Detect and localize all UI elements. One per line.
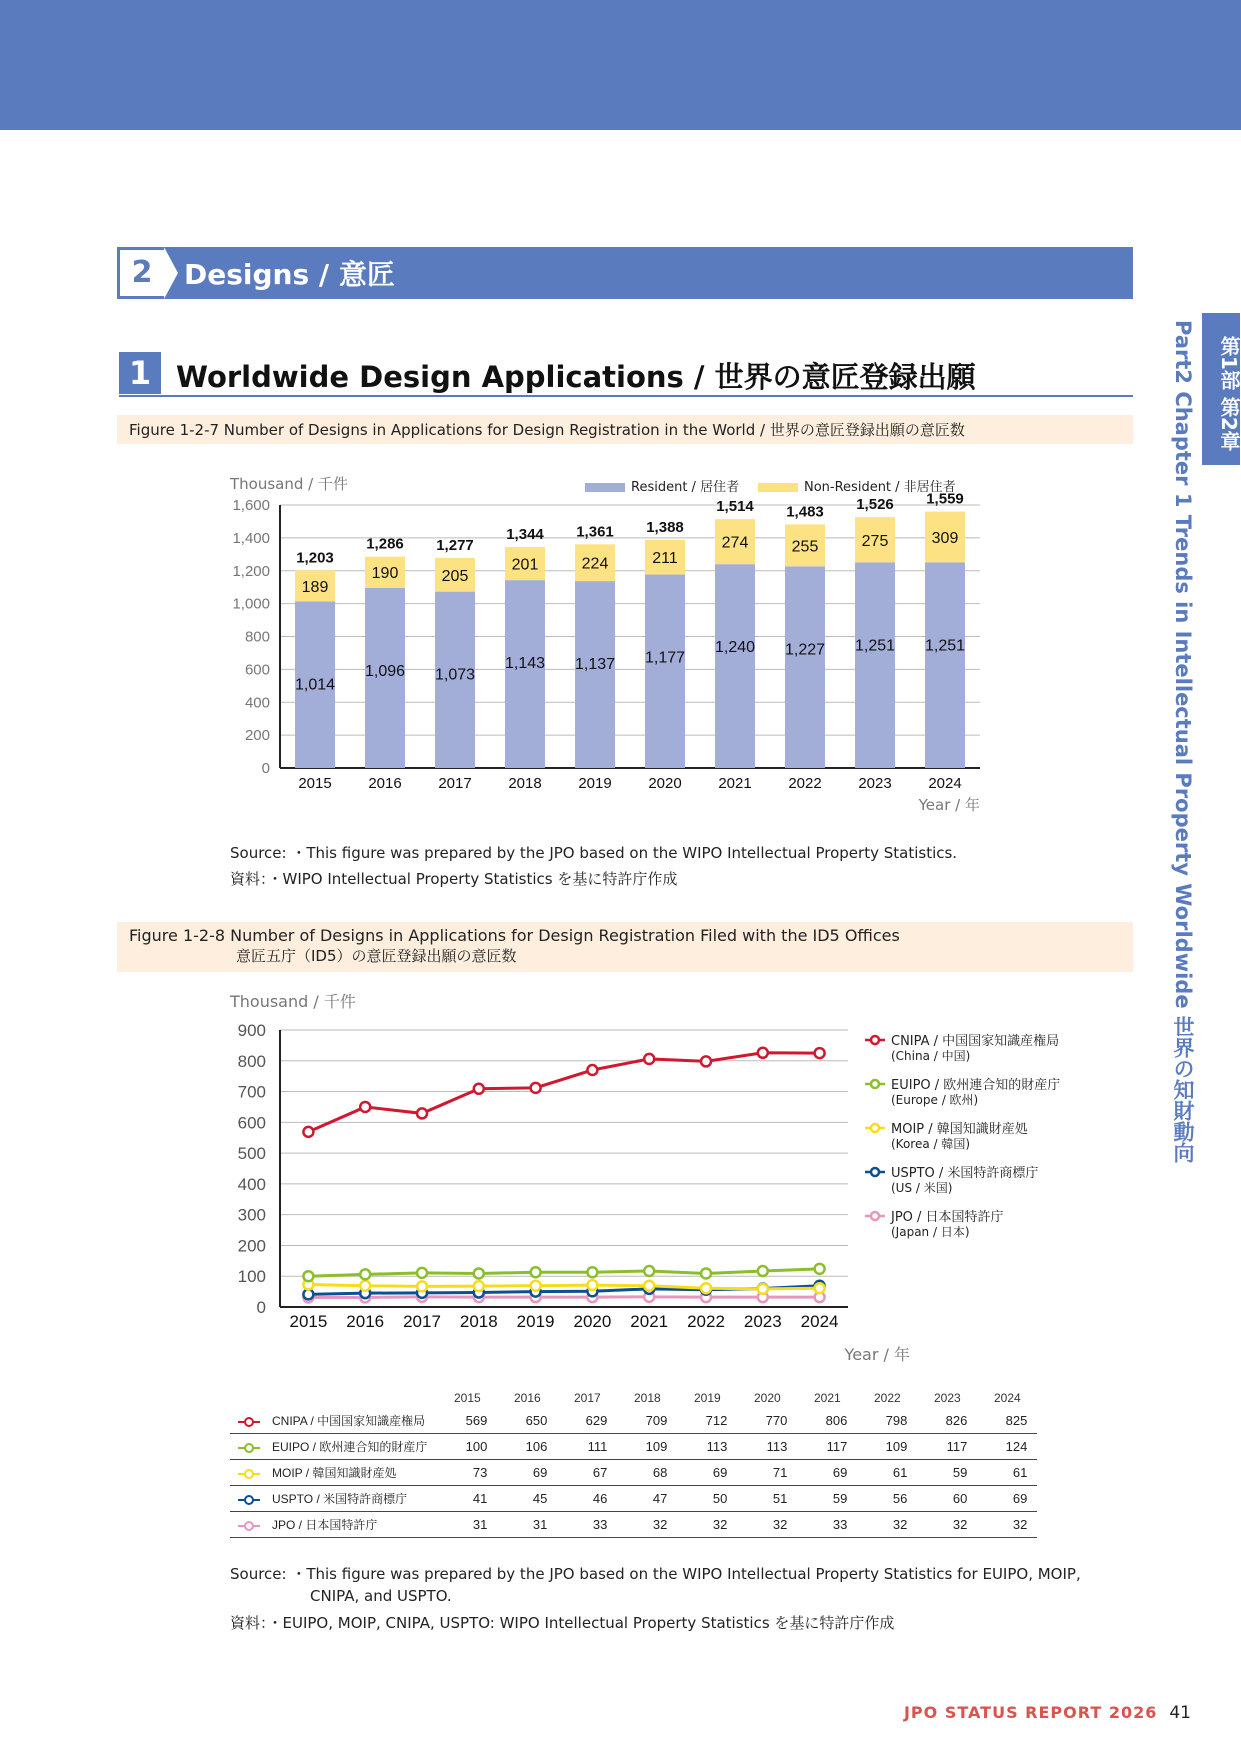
table-cell: 650 bbox=[497, 1408, 557, 1434]
table-cell: 712 bbox=[677, 1408, 737, 1434]
chart1-bar-resident bbox=[855, 562, 895, 768]
chart1-xtick-label: 2016 bbox=[368, 775, 402, 792]
figure1-caption: Figure 1-2-7 Number of Designs in Applications for Design Registration in the World / 世界の意匠登録出願の意匠数 bbox=[117, 415, 1133, 444]
chart2-legend-name: CNIPA / 中国国家知識産権局 bbox=[891, 1034, 1060, 1049]
chart2-legend-sub: (Korea / 韓国) bbox=[891, 1137, 971, 1151]
chart2-point-series-2 bbox=[701, 1283, 711, 1293]
chart1-xtick-label: 2021 bbox=[718, 775, 752, 792]
chart2-point-series-0 bbox=[701, 1056, 711, 1066]
chart2-point-series-2 bbox=[815, 1283, 825, 1293]
chart1-label-resident: 1,251 bbox=[924, 637, 966, 655]
chart1-ytick-label: 400 bbox=[244, 694, 270, 712]
table-row bbox=[230, 1460, 1037, 1486]
chart1-label-resident: 1,143 bbox=[504, 655, 546, 673]
table-cell: 59 bbox=[797, 1486, 857, 1512]
chart1-label-resident: 1,073 bbox=[434, 666, 476, 684]
figure2-source-jp: 資料：・EUIPO, MOIP, CNIPA, USPTO: WIPO Intellectual Property Statistics を基に特許庁作成 bbox=[230, 1614, 895, 1632]
id5-data-table bbox=[230, 1388, 1037, 1538]
table-cell: 41 bbox=[437, 1486, 497, 1512]
chart2-legend-sub: (Europe / 欧州) bbox=[891, 1093, 979, 1107]
chart1-ytick-label: 1,400 bbox=[232, 529, 270, 547]
chart1-bar-resident bbox=[785, 566, 825, 768]
chart2-point-series-1 bbox=[531, 1267, 541, 1277]
chart1-label-resident: 1,227 bbox=[784, 641, 826, 659]
table-cell: 32 bbox=[977, 1512, 1037, 1538]
table-row bbox=[230, 1512, 1037, 1538]
chart1-label-nonresident: 224 bbox=[581, 555, 609, 573]
chart2-line-series-1 bbox=[308, 1269, 819, 1276]
chart2-point-series-1 bbox=[303, 1271, 313, 1281]
chart1-label-nonresident: 211 bbox=[652, 550, 678, 568]
chart-design-applications-world bbox=[220, 470, 1010, 820]
figure1-source-jp: 資料：・WIPO Intellectual Property Statistics を基に特許庁作成 bbox=[230, 870, 678, 888]
chart2-point-series-2 bbox=[417, 1281, 427, 1291]
chart2-ytick-label: 400 bbox=[237, 1174, 266, 1194]
chart2-ylabel: Thousand / 千件 bbox=[230, 992, 356, 1011]
chart2-xtick-label: 2017 bbox=[403, 1312, 441, 1331]
chart1-label-total: 1,361 bbox=[576, 523, 614, 541]
table-cell: 45 bbox=[497, 1486, 557, 1512]
table-row-label bbox=[230, 1512, 437, 1538]
chart1-xtick-label: 2020 bbox=[648, 775, 682, 792]
chart2-point-series-1 bbox=[587, 1267, 597, 1277]
chart2-legend-name: JPO / 日本国特許庁 bbox=[891, 1210, 1004, 1225]
table-row-label bbox=[230, 1460, 437, 1486]
chart2-ytick-label: 600 bbox=[237, 1113, 266, 1133]
table-cell: 33 bbox=[797, 1512, 857, 1538]
chart2-point-series-3 bbox=[303, 1289, 313, 1299]
chart2-point-series-1 bbox=[701, 1268, 711, 1278]
table-header-year: 2018 bbox=[634, 1391, 661, 1405]
table-cell: 68 bbox=[617, 1460, 677, 1486]
chart2-ytick-label: 700 bbox=[237, 1082, 266, 1102]
table-cell: 798 bbox=[857, 1408, 917, 1434]
chart2-xtick-label: 2016 bbox=[346, 1312, 385, 1331]
chart1-label-nonresident: 190 bbox=[371, 565, 399, 583]
chart2-point-series-2 bbox=[644, 1281, 654, 1291]
table-row bbox=[230, 1434, 1037, 1460]
chart2-xtick-label: 2023 bbox=[743, 1312, 782, 1331]
table-cell: 32 bbox=[677, 1512, 737, 1538]
chart2-point-series-1 bbox=[417, 1268, 427, 1278]
chart1-label-total: 1,483 bbox=[786, 503, 824, 521]
table-cell: 61 bbox=[857, 1460, 917, 1486]
chart2-ytick-label: 800 bbox=[237, 1051, 266, 1071]
chart1-xtick-label: 2018 bbox=[508, 775, 542, 792]
chart1-label-total: 1,286 bbox=[366, 535, 404, 553]
table-row-label bbox=[230, 1408, 437, 1434]
table-row bbox=[230, 1486, 1037, 1512]
subsection-title: Worldwide Design Applications / 世界の意匠登録出願 bbox=[176, 360, 976, 394]
table-series-name: USPTO / 米国特許商標庁 bbox=[272, 1492, 408, 1506]
table-cell: 806 bbox=[797, 1408, 857, 1434]
chart1-ylabel: Thousand / 千件 bbox=[230, 475, 348, 493]
figure1-source-en: Source: ・This figure was prepared by the JPO based on the WIPO Intellectual Property Statistics. bbox=[230, 844, 958, 862]
table-cell: 69 bbox=[977, 1486, 1037, 1512]
chart2-point-series-2 bbox=[758, 1284, 768, 1294]
top-banner bbox=[0, 0, 1241, 130]
chart2-xtick-label: 2021 bbox=[630, 1312, 669, 1331]
chart1-xtick-label: 2023 bbox=[858, 775, 892, 792]
chart1-ytick-label: 1,000 bbox=[232, 595, 270, 613]
table-cell: 32 bbox=[917, 1512, 977, 1538]
series-marker-icon bbox=[238, 1417, 260, 1427]
chart1-label-resident: 1,137 bbox=[574, 656, 616, 674]
chart1-bar-resident bbox=[715, 564, 755, 768]
table-header-row bbox=[230, 1388, 1037, 1408]
table-header-year: 2016 bbox=[514, 1391, 541, 1405]
chart1-legend-nonresident: Non-Resident / 非居住者 bbox=[804, 480, 956, 495]
chart2-xtick-label: 2024 bbox=[800, 1312, 839, 1331]
table-series-name: EUIPO / 欧州連合知的財産庁 bbox=[272, 1440, 428, 1454]
chart1-label-nonresident: 201 bbox=[511, 556, 539, 574]
chart1-ytick-label: 1,600 bbox=[232, 497, 270, 514]
chart2-legend-name: EUIPO / 欧州連合知的財産庁 bbox=[891, 1078, 1061, 1093]
chart1-xtick-label: 2019 bbox=[578, 775, 612, 792]
table-cell: 106 bbox=[497, 1434, 557, 1460]
table-cell: 100 bbox=[437, 1434, 497, 1460]
chart1-bar-resident bbox=[645, 575, 685, 768]
footer-report-title: JPO STATUS REPORT 2026 bbox=[903, 1703, 1158, 1722]
chart1-xtick-label: 2015 bbox=[298, 775, 332, 792]
chart2-xtick-label: 2018 bbox=[459, 1312, 498, 1331]
table-cell: 770 bbox=[737, 1408, 797, 1434]
table-cell: 71 bbox=[737, 1460, 797, 1486]
chart2-line-series-0 bbox=[308, 1053, 819, 1132]
chart2-ytick-label: 900 bbox=[237, 1021, 266, 1040]
table-header-year: 2022 bbox=[874, 1391, 901, 1405]
figure2-source-en-1: Source: ・This figure was prepared by the JPO based on the WIPO Intellectual Property Statistics for EUIPO, MOIP, bbox=[230, 1565, 1081, 1583]
chart2-legend-marker bbox=[871, 1080, 879, 1088]
chart1-label-nonresident: 275 bbox=[861, 532, 889, 550]
chart1-label-total: 1,514 bbox=[716, 498, 754, 516]
table-cell: 56 bbox=[857, 1486, 917, 1512]
chart1-xtick-label: 2022 bbox=[788, 775, 822, 792]
section-title: Designs / 意匠 bbox=[184, 258, 395, 291]
chart2-legend-sub: (US / 米国) bbox=[891, 1181, 953, 1195]
table-series-name: JPO / 日本国特許庁 bbox=[272, 1518, 378, 1532]
chart1-label-nonresident: 309 bbox=[931, 529, 959, 547]
chart-id5-offices bbox=[220, 985, 1100, 1364]
chart1-ytick-label: 600 bbox=[244, 661, 270, 679]
chart2-point-series-1 bbox=[758, 1266, 768, 1276]
chart1-legend-swatch-resident bbox=[585, 483, 625, 492]
section-number: 2 bbox=[117, 247, 167, 299]
chart1-label-total: 1,203 bbox=[296, 549, 334, 567]
table-header-blank bbox=[230, 1388, 437, 1408]
table-header-year: 2021 bbox=[814, 1391, 841, 1405]
table-cell: 60 bbox=[917, 1486, 977, 1512]
page-footer bbox=[904, 1703, 1191, 1723]
table-cell: 109 bbox=[617, 1434, 677, 1460]
chart1-ytick-label: 0 bbox=[261, 760, 270, 777]
series-marker-icon bbox=[238, 1469, 260, 1479]
table-header-year: 2020 bbox=[754, 1391, 781, 1405]
table-cell: 32 bbox=[737, 1512, 797, 1538]
table-header-year: 2023 bbox=[934, 1391, 961, 1405]
chart2-ytick-label: 300 bbox=[237, 1205, 266, 1225]
table-cell: 32 bbox=[857, 1512, 917, 1538]
chart2-legend-marker bbox=[871, 1168, 879, 1176]
figure2-caption-en: Figure 1-2-8 Number of Designs in Applications for Design Registration Filed with the ID5 Offices bbox=[129, 926, 900, 945]
chart2-point-series-1 bbox=[644, 1266, 654, 1276]
table-cell: 50 bbox=[677, 1486, 737, 1512]
table-cell: 31 bbox=[437, 1512, 497, 1538]
figure2-caption-jp: 意匠五庁（ID5）の意匠登録出願の意匠数 bbox=[236, 947, 517, 965]
series-marker-icon bbox=[238, 1443, 260, 1453]
chart1-ytick-label: 200 bbox=[244, 727, 270, 745]
chart2-legend-name: MOIP / 韓国知識財産処 bbox=[891, 1122, 1028, 1137]
table-cell: 69 bbox=[677, 1460, 737, 1486]
chart1-xtick-label: 2024 bbox=[928, 775, 962, 792]
chart2-line-series-2 bbox=[308, 1285, 819, 1289]
table-row-label bbox=[230, 1486, 437, 1512]
chart1-label-resident: 1,251 bbox=[854, 637, 896, 655]
chart2-point-series-0 bbox=[474, 1084, 484, 1094]
side-chapter-tab-text: 第1部 第2章 bbox=[1217, 335, 1241, 451]
figure2-caption bbox=[117, 922, 1133, 972]
table-cell: 51 bbox=[737, 1486, 797, 1512]
table-cell: 32 bbox=[617, 1512, 677, 1538]
table-row bbox=[230, 1408, 1037, 1434]
table-series-name: CNIPA / 中国国家知識産権局 bbox=[272, 1414, 426, 1428]
table-series-name: MOIP / 韓国知識財産処 bbox=[272, 1466, 397, 1480]
chart2-point-series-1 bbox=[815, 1264, 825, 1274]
chart2-ytick-label: 500 bbox=[237, 1144, 266, 1164]
chart2-legend-sub: (China / 中国) bbox=[891, 1049, 971, 1063]
chart2-xtick-label: 2015 bbox=[289, 1312, 328, 1331]
subsection-number: 1 bbox=[119, 352, 161, 394]
section-arrow-icon bbox=[164, 247, 178, 299]
chart2-legend-name: USPTO / 米国特許商標庁 bbox=[891, 1166, 1039, 1181]
chart2-legend-marker bbox=[871, 1212, 879, 1220]
table-cell: 709 bbox=[617, 1408, 677, 1434]
table-header-year: 2019 bbox=[694, 1391, 721, 1405]
chart1-label-resident: 1,177 bbox=[644, 649, 686, 667]
chart2-point-series-0 bbox=[587, 1065, 597, 1075]
chart2-xtick-label: 2020 bbox=[573, 1312, 612, 1331]
chart2-point-series-0 bbox=[815, 1048, 825, 1058]
figure2-source-en-2: CNIPA, and USPTO. bbox=[310, 1587, 452, 1605]
table-header-year: 2017 bbox=[574, 1391, 601, 1405]
table-cell: 33 bbox=[557, 1512, 617, 1538]
table-cell: 61 bbox=[977, 1460, 1037, 1486]
chart2-ytick-label: 100 bbox=[237, 1267, 266, 1287]
table-cell: 117 bbox=[917, 1434, 977, 1460]
subsection-underline bbox=[119, 395, 1133, 397]
chart1-bar-resident bbox=[505, 580, 545, 768]
chart1-label-nonresident: 274 bbox=[721, 534, 749, 552]
chart1-legend-swatch-nonresident bbox=[758, 483, 798, 492]
chart2-point-series-1 bbox=[474, 1268, 484, 1278]
chart2-legend-sub: (Japan / 日本) bbox=[891, 1225, 970, 1239]
chart2-point-series-2 bbox=[531, 1281, 541, 1291]
table-cell: 46 bbox=[557, 1486, 617, 1512]
table-cell: 109 bbox=[857, 1434, 917, 1460]
chart1-label-total: 1,277 bbox=[436, 536, 474, 554]
chart2-point-series-1 bbox=[360, 1269, 370, 1279]
chart1-label-total: 1,526 bbox=[856, 496, 894, 514]
table-header-year: 2024 bbox=[994, 1391, 1021, 1405]
chart1-label-total: 1,388 bbox=[646, 518, 684, 536]
chart1-bar-resident bbox=[575, 581, 615, 768]
chart2-xtick-label: 2019 bbox=[516, 1312, 555, 1331]
chart2-point-series-0 bbox=[303, 1127, 313, 1137]
table-row-label bbox=[230, 1434, 437, 1460]
chart1-label-nonresident: 255 bbox=[791, 538, 819, 556]
chart1-xtick-label: 2017 bbox=[438, 775, 472, 792]
chart2-point-series-2 bbox=[474, 1281, 484, 1291]
chart1-xlabel: Year / 年 bbox=[918, 796, 980, 814]
chart2-ytick-label: 200 bbox=[237, 1236, 266, 1256]
chart2-point-series-0 bbox=[758, 1048, 768, 1058]
table-cell: 124 bbox=[977, 1434, 1037, 1460]
chart2-xlabel: Year / 年 bbox=[844, 1345, 910, 1364]
chart1-label-resident: 1,014 bbox=[294, 676, 336, 694]
chart1-legend-resident: Resident / 居住者 bbox=[631, 480, 740, 495]
table-cell: 825 bbox=[977, 1408, 1037, 1434]
chart2-legend-marker bbox=[871, 1124, 879, 1132]
chart2-point-series-0 bbox=[531, 1083, 541, 1093]
chart2-line-series-4 bbox=[308, 1297, 819, 1298]
chart1-label-resident: 1,240 bbox=[714, 639, 756, 657]
chart2-ytick-label: 0 bbox=[256, 1298, 266, 1317]
table-cell: 69 bbox=[497, 1460, 557, 1486]
chart2-point-series-2 bbox=[587, 1280, 597, 1290]
series-marker-icon bbox=[238, 1521, 260, 1531]
table-header-year: 2015 bbox=[454, 1391, 481, 1405]
chart1-label-nonresident: 189 bbox=[301, 578, 329, 596]
chart1-label-resident: 1,096 bbox=[364, 662, 406, 680]
table-cell: 826 bbox=[917, 1408, 977, 1434]
chart1-label-total: 1,559 bbox=[926, 490, 964, 508]
chart1-ytick-label: 800 bbox=[244, 628, 270, 646]
table-cell: 113 bbox=[677, 1434, 737, 1460]
table-cell: 569 bbox=[437, 1408, 497, 1434]
table-cell: 117 bbox=[797, 1434, 857, 1460]
table-cell: 629 bbox=[557, 1408, 617, 1434]
table-cell: 31 bbox=[497, 1512, 557, 1538]
table-cell: 113 bbox=[737, 1434, 797, 1460]
page-number: 41 bbox=[1169, 1703, 1191, 1723]
chart2-xtick-label: 2022 bbox=[687, 1312, 725, 1331]
chart1-bar-resident bbox=[925, 562, 965, 768]
table-cell: 73 bbox=[437, 1460, 497, 1486]
table-cell: 111 bbox=[557, 1434, 617, 1460]
chart2-legend-marker bbox=[871, 1036, 879, 1044]
chart2-point-series-0 bbox=[644, 1054, 654, 1064]
chart1-label-total: 1,344 bbox=[506, 526, 544, 544]
table-cell: 67 bbox=[557, 1460, 617, 1486]
table-cell: 59 bbox=[917, 1460, 977, 1486]
chart1-ytick-label: 1,200 bbox=[232, 562, 270, 580]
table-cell: 69 bbox=[797, 1460, 857, 1486]
series-marker-icon bbox=[238, 1495, 260, 1505]
table-cell: 47 bbox=[617, 1486, 677, 1512]
chart2-point-series-0 bbox=[360, 1102, 370, 1112]
chart2-point-series-2 bbox=[360, 1281, 370, 1291]
chart2-point-series-0 bbox=[417, 1108, 427, 1118]
side-chapter-label: Part2 Chapter 1 Trends in Intellectual Property Worldwide 世界の知財動向 bbox=[1171, 320, 1195, 1163]
chart1-label-nonresident: 205 bbox=[441, 567, 469, 585]
